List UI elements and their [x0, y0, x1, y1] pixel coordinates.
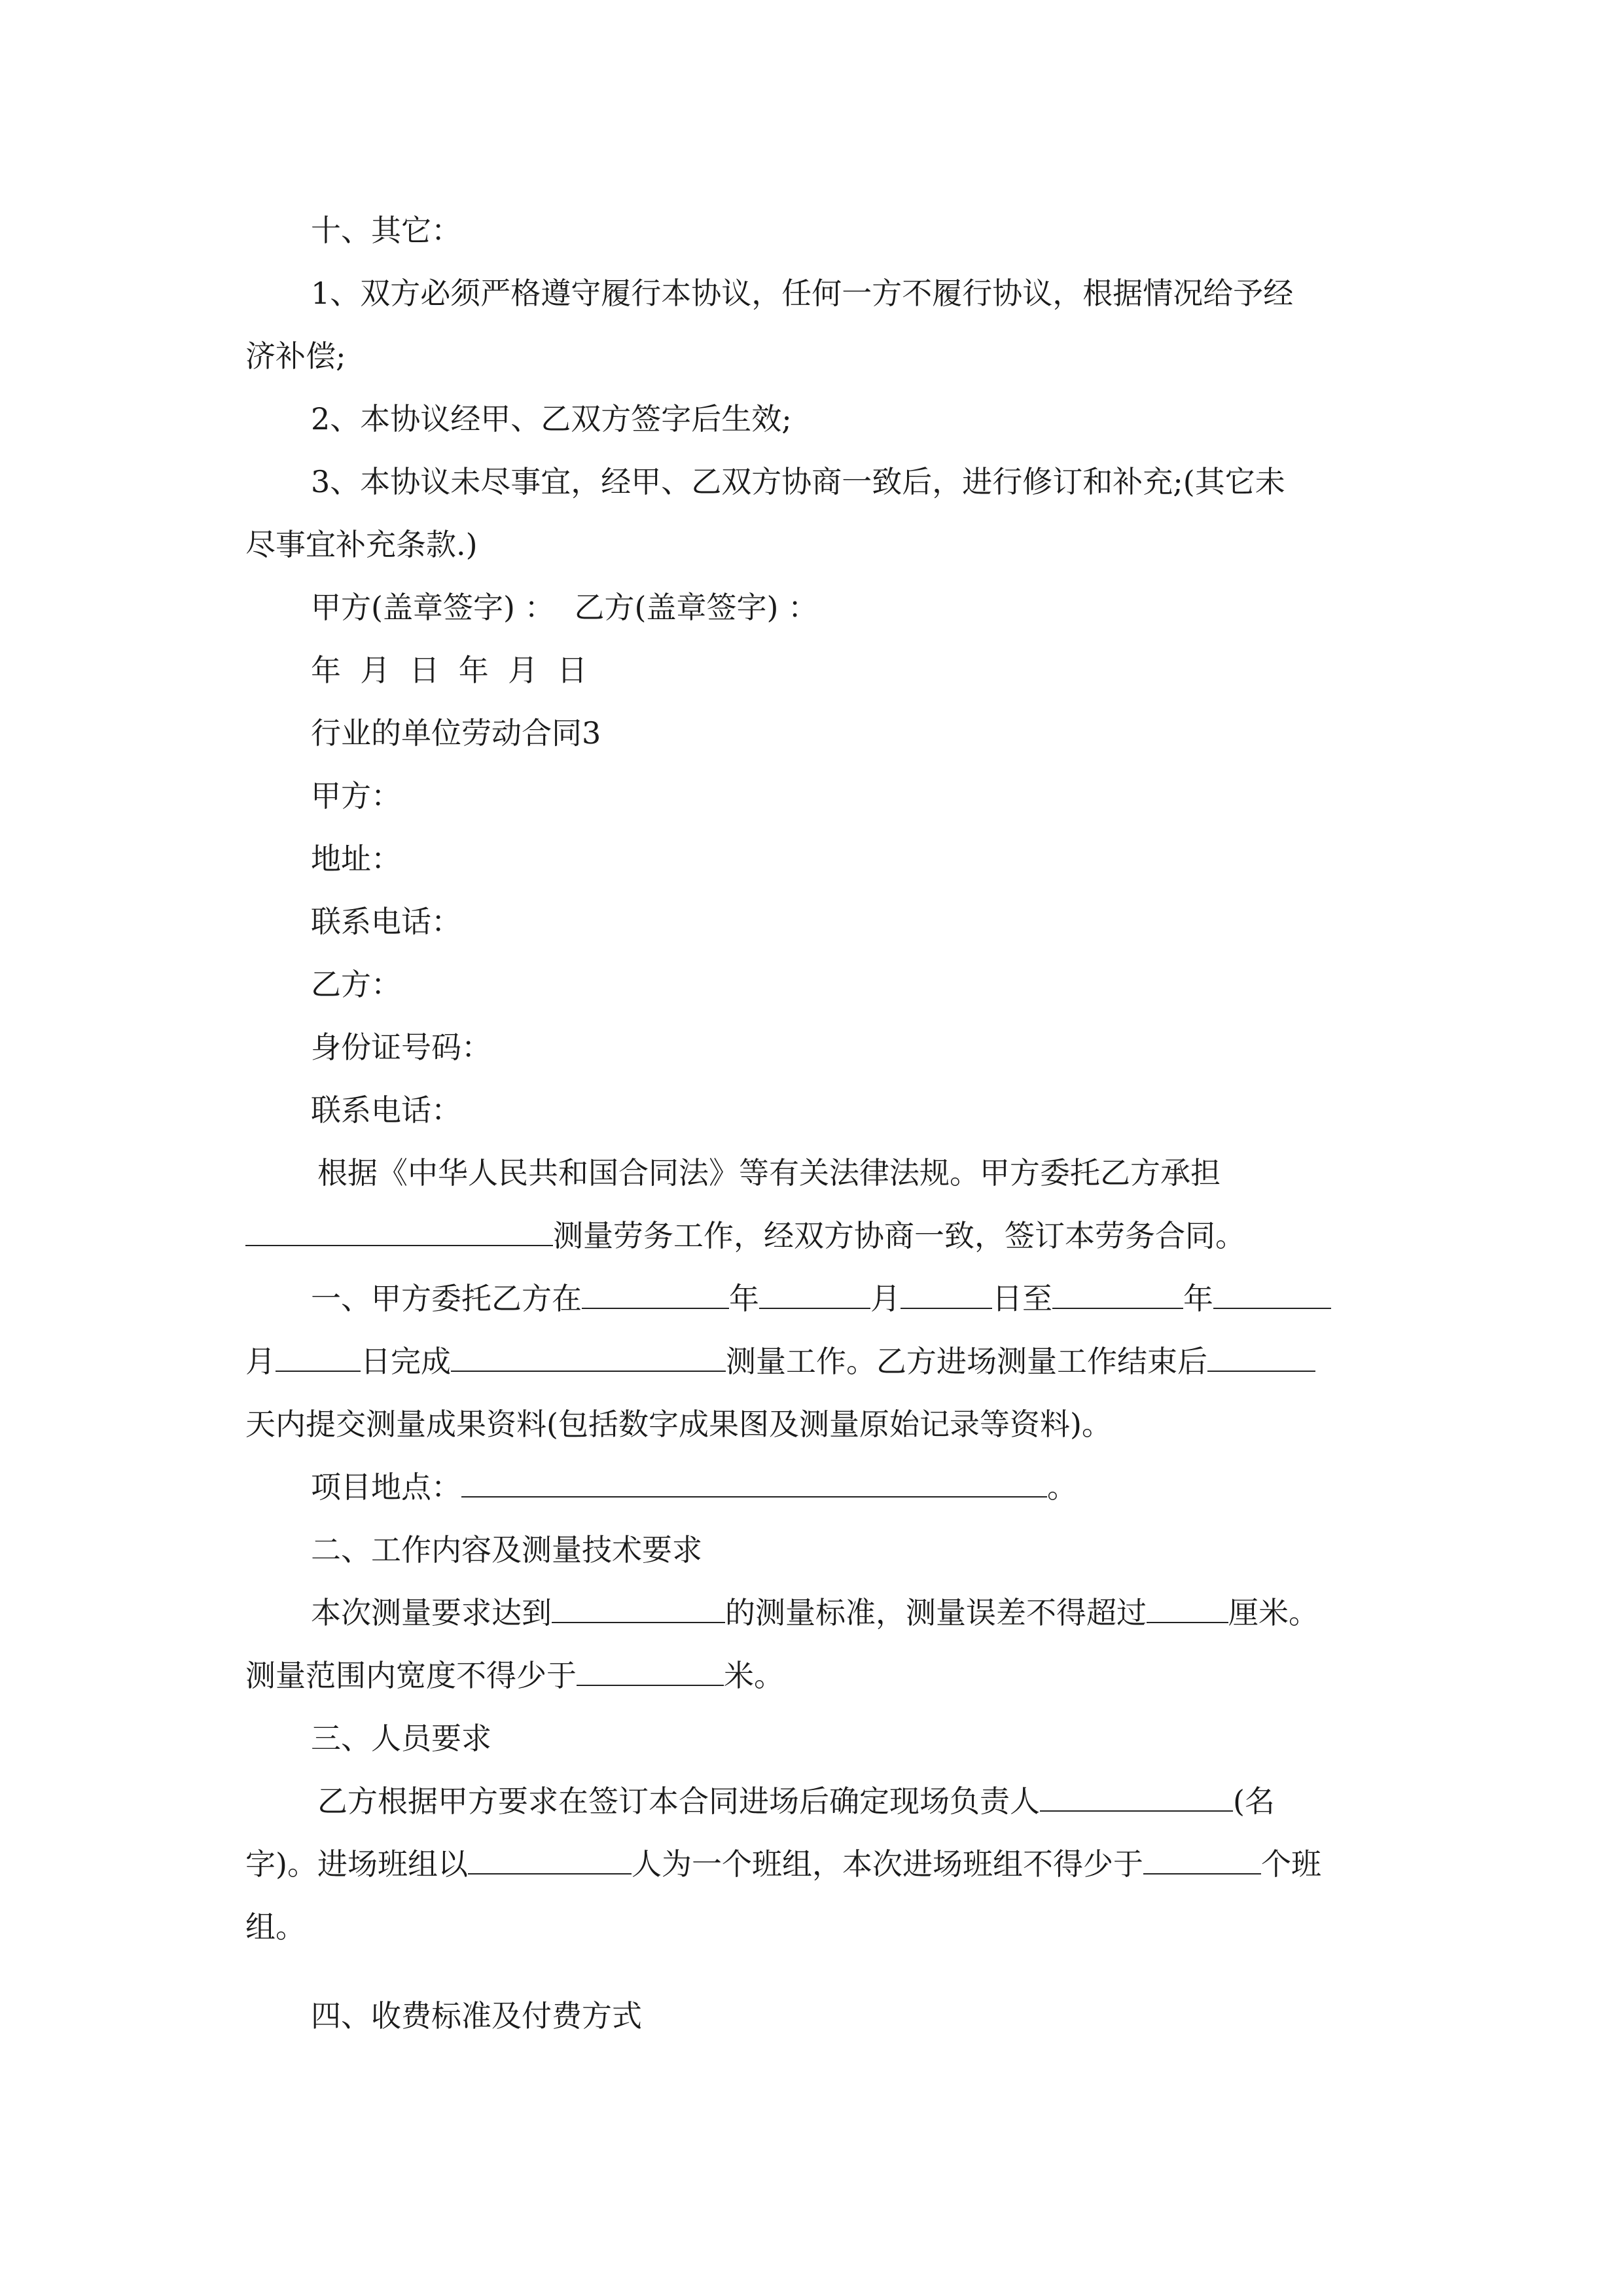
section-1-line-1	[311, 1279, 1331, 1318]
blank-error	[1147, 1593, 1228, 1623]
blank-end-month	[1213, 1279, 1331, 1309]
clause-1-line-2: 济补偿;	[245, 338, 346, 374]
section-2-line-2	[245, 1656, 784, 1695]
party-a-signature-label: 甲方(盖章签字) ：	[311, 590, 555, 625]
team-unit-label: 个班	[1260, 1846, 1321, 1882]
completion-label: 日完成	[361, 1344, 451, 1379]
section-1-line-2	[245, 1342, 1315, 1381]
section-1-head: 一、甲方委托乙方在	[311, 1281, 582, 1316]
clause-1-line-1: 1、双方必须严格遵守履行本协议，任何一方不履行协议，根据情况给予经	[311, 276, 1294, 311]
error-label: 的测量标准，测量误差不得超过	[725, 1595, 1147, 1630]
start-year-label: 年	[729, 1281, 759, 1316]
section-3-line-1	[317, 1782, 1275, 1821]
party-b-label: 乙方：	[311, 967, 401, 1002]
party-b-phone-label: 联系电话：	[311, 1092, 461, 1128]
centimeter-label: 厘米。	[1228, 1595, 1319, 1630]
team-count-label: 人为一个班组，本次进场班组不得少于	[631, 1846, 1143, 1882]
blank-work-scope	[451, 1342, 726, 1372]
section-2-line-1	[311, 1593, 1319, 1632]
section-2-title: 二、工作内容及测量技术要求	[311, 1532, 702, 1568]
blank-site-lead	[1040, 1782, 1233, 1812]
intro-line-2	[245, 1216, 1245, 1255]
party-a-label: 甲方：	[311, 778, 401, 814]
standard-label: 本次测量要求达到	[311, 1595, 552, 1630]
project-site-row	[311, 1467, 1077, 1507]
blank-standard	[552, 1593, 725, 1623]
address-label: 地址：	[311, 841, 401, 876]
blank-team-count	[1143, 1844, 1261, 1874]
team-size-label: 字)。进场班组以	[245, 1846, 468, 1882]
party-a-phone-label: 联系电话：	[311, 904, 461, 939]
clause-3-line-1: 3、本协议未尽事宜，经甲、乙双方协商一致后，进行修订和补充;(其它未	[311, 464, 1285, 499]
name-hint-open: (名	[1233, 1784, 1275, 1819]
date-row: 年 月 日 年 月 日	[311, 653, 588, 688]
project-site-period: 。	[1047, 1469, 1077, 1505]
blank-end-day	[276, 1342, 361, 1372]
start-month-label: 月	[870, 1281, 901, 1316]
blank-end-year	[1052, 1279, 1183, 1309]
day-to-label: 日至	[992, 1281, 1052, 1316]
blank-width	[577, 1656, 724, 1686]
blank-project-site	[461, 1467, 1047, 1498]
section-3-title: 三、人员要求	[311, 1721, 491, 1756]
end-month-label: 月	[245, 1344, 276, 1379]
blank-days	[1207, 1342, 1315, 1372]
contract-title: 行业的单位劳动合同3	[311, 715, 601, 751]
end-year-label: 年	[1183, 1281, 1213, 1316]
width-label: 测量范围内宽度不得少于	[245, 1658, 577, 1693]
section-3-line-3: 组。	[245, 1909, 306, 1945]
project-site-label: 项目地点：	[311, 1469, 461, 1505]
meter-label: 米。	[724, 1658, 784, 1693]
intro-line-2-text: 测量劳务工作，经双方协商一致，签订本劳务合同。	[553, 1218, 1245, 1253]
blank-start-day	[901, 1279, 992, 1309]
id-number-label: 身份证号码：	[311, 1030, 491, 1065]
section-1-line-3: 天内提交测量成果资料(包括数字成果图及测量原始记录等资料)。	[245, 1407, 1112, 1442]
blank-start-month	[759, 1279, 870, 1309]
blank-start-year	[582, 1279, 729, 1309]
blank-team-size	[468, 1844, 632, 1874]
site-lead-label: 乙方根据甲方要求在签订本合同进场后确定现场负责人	[317, 1784, 1040, 1819]
intro-line-1: 根据《中华人民共和国合同法》等有关法律法规。甲方委托乙方承担	[317, 1155, 1221, 1191]
signature-row	[311, 588, 818, 627]
clause-3-line-2: 尽事宜补充条款.)	[245, 527, 478, 562]
section-10-title: 十、其它：	[311, 213, 461, 248]
blank-work-name	[245, 1216, 553, 1246]
section-4-title: 四、收费标准及付费方式	[311, 1998, 642, 2034]
section-3-line-2	[245, 1844, 1321, 1884]
clause-2: 2、本协议经甲、乙双方签字后生效;	[311, 401, 792, 437]
work-end-text: 测量工作。乙方进场测量工作结束后	[726, 1344, 1207, 1379]
party-b-signature-label: 乙方(盖章签字) ：	[574, 590, 819, 625]
